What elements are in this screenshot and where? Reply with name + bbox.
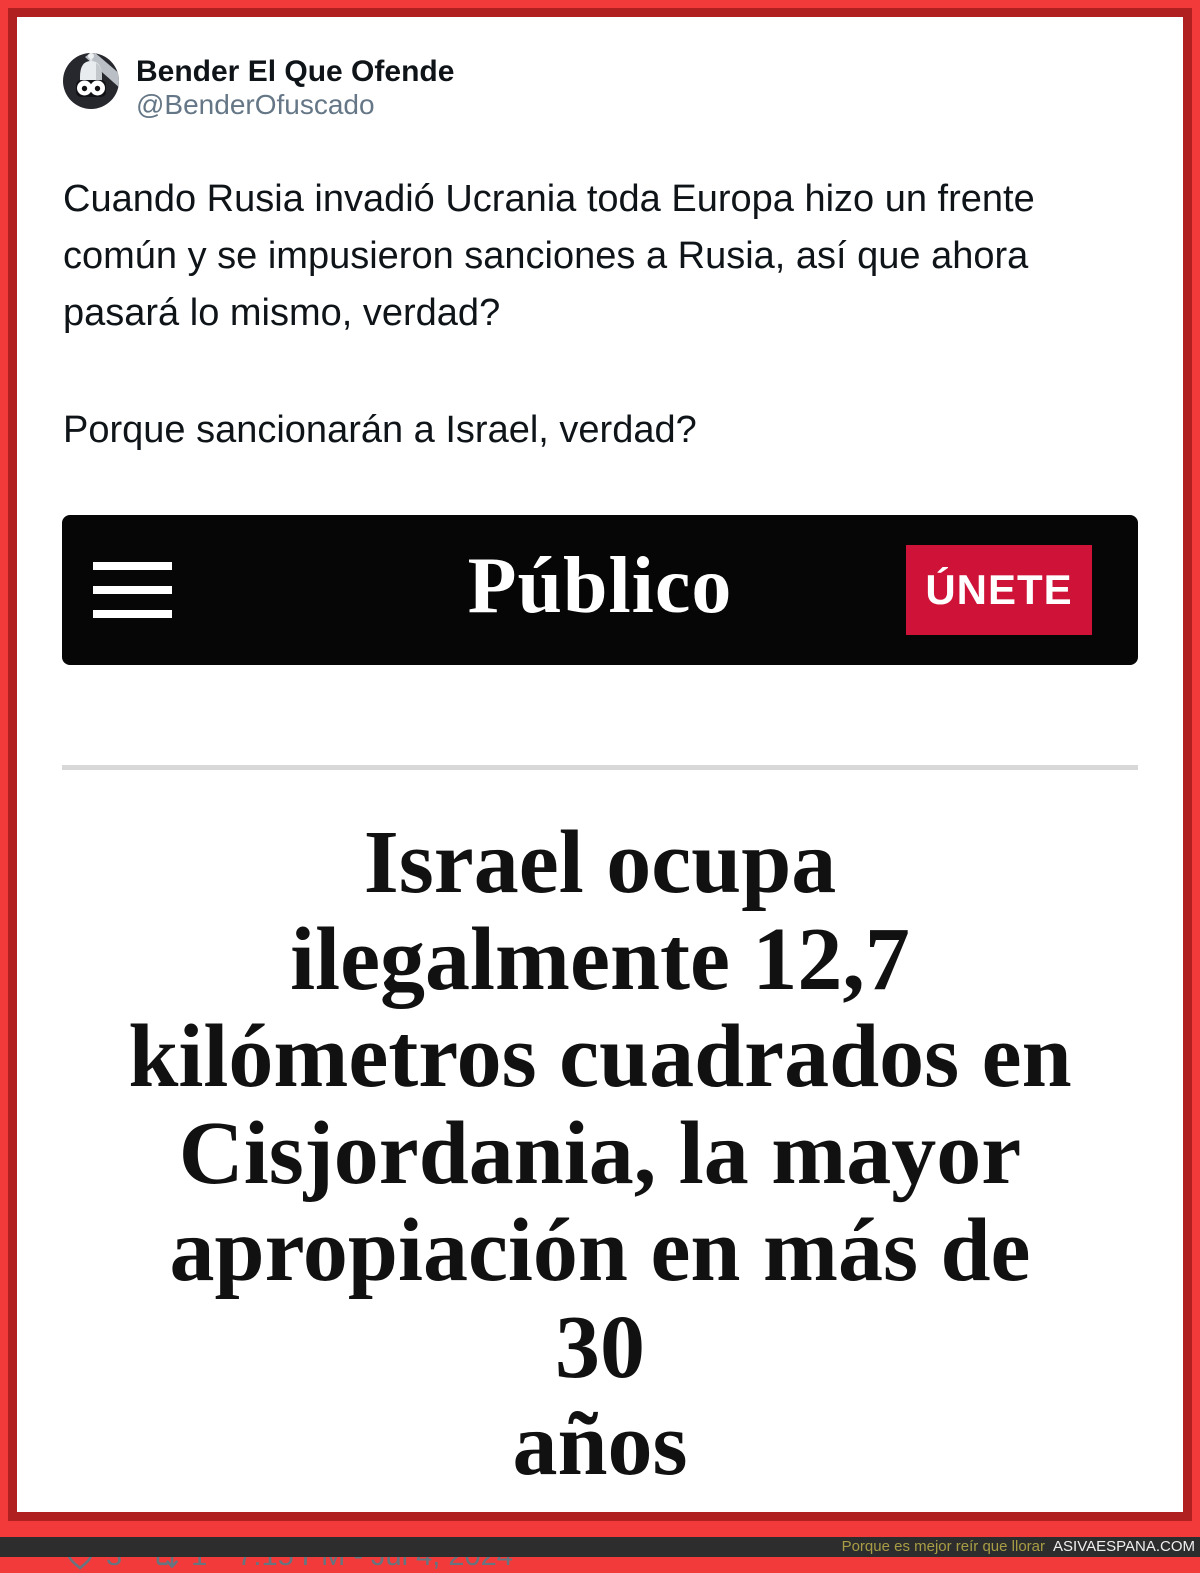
- divider-line: [62, 765, 1138, 770]
- publico-navbar: [62, 515, 1138, 665]
- article-headline: [122, 814, 1078, 1493]
- headline-line: Cisjordania, la mayor: [178, 1104, 1022, 1203]
- tweet-text-paragraph-1: Cuando Rusia invadió Ucrania toda Europa hizo un frente común y se impusieron sanciones a Rusia, así que ahora pasará lo mismo, verdad?: [63, 178, 1035, 334]
- watermark-bar: [0, 1537, 1200, 1557]
- headline-line: Israel ocupa: [363, 813, 837, 912]
- headline-line: años: [512, 1395, 688, 1494]
- tweet-card: [8, 8, 1192, 1521]
- unete-button[interactable]: ÚNETE: [906, 545, 1092, 635]
- avatar[interactable]: [63, 53, 119, 109]
- publico-screenshot-embed[interactable]: [62, 515, 1138, 1493]
- author-handle[interactable]: @BenderOfuscado: [136, 89, 375, 120]
- watermark-tagline: Porque es mejor reír que llorar: [841, 1538, 1046, 1555]
- tweet-header: [63, 53, 1137, 121]
- headline-line: apropiación en más de 30: [169, 1201, 1031, 1397]
- tweet-text-paragraph-2: Porque sancionarán a Israel, verdad?: [63, 409, 697, 451]
- hamburger-menu-icon[interactable]: [93, 562, 172, 618]
- watermark-site-name: ASIVAESPANA.COM: [1053, 1538, 1195, 1555]
- headline-line: ilegalmente 12,7: [290, 910, 910, 1009]
- publico-logo[interactable]: Público: [467, 541, 733, 630]
- author-name[interactable]: Bender El Que Ofende: [136, 55, 455, 88]
- author-block: [136, 53, 454, 121]
- headline-line: kilómetros cuadrados en: [128, 1007, 1072, 1106]
